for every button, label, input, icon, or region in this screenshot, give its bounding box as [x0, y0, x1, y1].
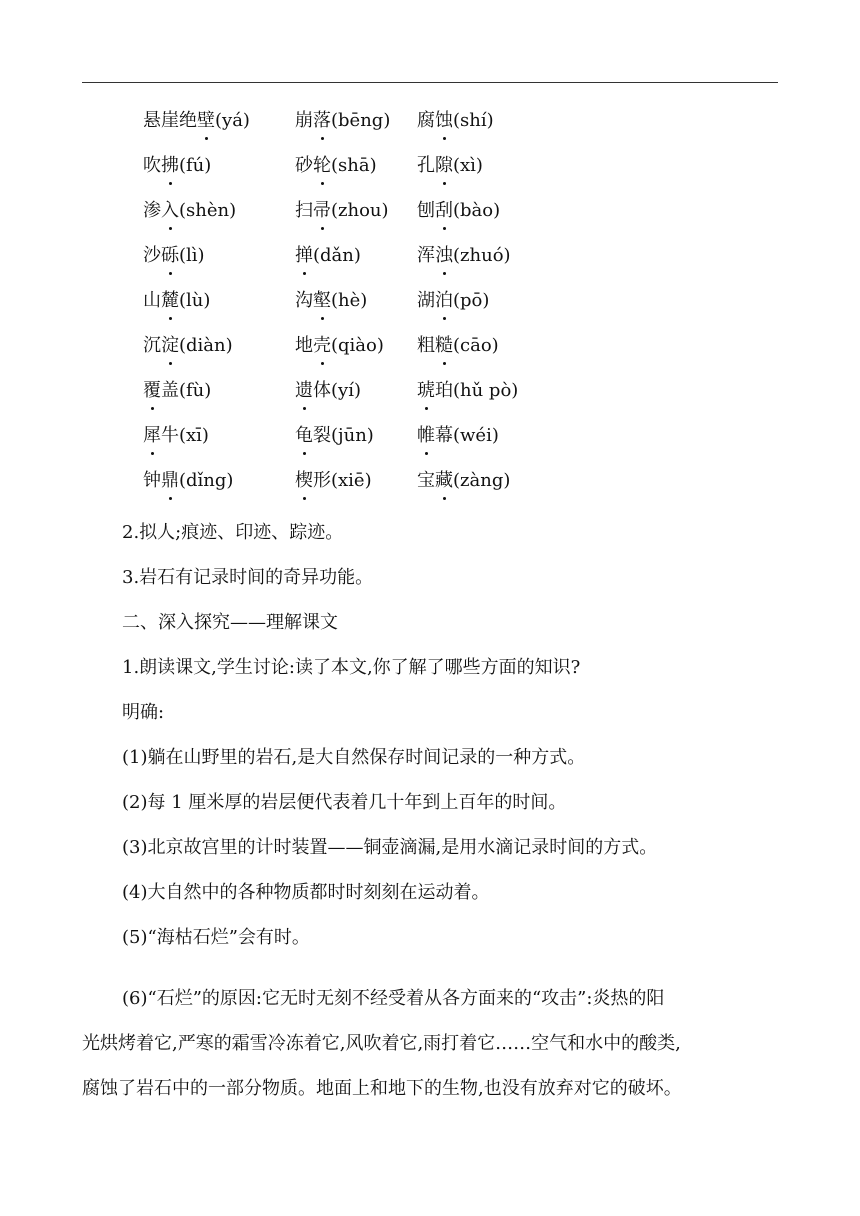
vocab-entry [143, 286, 295, 331]
emphasized-character [161, 155, 179, 176]
emphasized-character [313, 200, 331, 221]
emphasized-character [295, 470, 313, 491]
emphasized-character-text: 浊 [435, 245, 453, 266]
pinyin: (dǎn) [313, 245, 361, 266]
emphasis-dot [303, 272, 306, 275]
header-rule [82, 82, 778, 83]
emphasized-character [435, 290, 453, 311]
emphasized-character-text: 楔 [295, 470, 313, 491]
vocab-word-part: 悬崖绝 [143, 110, 197, 131]
pinyin: (bào) [453, 200, 501, 221]
emphasized-character-text: 麓 [161, 290, 179, 311]
emphasis-dot [443, 227, 446, 230]
vocab-entry [143, 466, 295, 511]
pinyin: (diàn) [179, 335, 233, 356]
emphasized-character-text: 龟 [295, 425, 313, 446]
section-2-heading: 二、深入探究——理解课文 [122, 612, 338, 633]
vocab-entry [295, 151, 417, 196]
vocab-word-part: 山 [143, 290, 161, 311]
item-2: 2.拟人;痕迹、印迹、踪迹。 [122, 522, 344, 543]
vocab-word-part: 扫 [295, 200, 313, 221]
emphasized-character [161, 470, 179, 491]
pinyin: (fú) [179, 155, 212, 176]
pinyin: (jūn) [331, 425, 374, 446]
emphasized-character-text: 糙 [435, 335, 453, 356]
pinyin: (shí) [453, 110, 494, 131]
emphasis-dot [443, 137, 446, 140]
pinyin: (zhuó) [453, 245, 511, 266]
emphasized-character [313, 155, 331, 176]
emphasis-dot [303, 452, 306, 455]
emphasis-dot [169, 272, 172, 275]
vocab-word-part: 钟 [143, 470, 161, 491]
vocab-word-part: 沙 [143, 245, 161, 266]
vocab-entry [417, 331, 597, 376]
vocab-word-part: 粗 [417, 335, 435, 356]
emphasized-character-text: 拂 [161, 155, 179, 176]
emphasized-character-text: 鼎 [161, 470, 179, 491]
vocab-entry [143, 241, 295, 286]
emphasized-character-text: 落 [313, 110, 331, 131]
emphasized-character-text: 壳 [313, 335, 331, 356]
emphasis-dot [169, 317, 172, 320]
answer-point-5: (5)“海枯石烂”会有时。 [122, 927, 310, 948]
vocab-entry [295, 286, 417, 331]
pinyin: (shā) [331, 155, 377, 176]
vocab-word-part: 刨 [417, 200, 435, 221]
vocab-word-part: 吹 [143, 155, 161, 176]
emphasized-character-text: 琥 [417, 380, 435, 401]
emphasis-dot [321, 227, 324, 230]
pinyin: (xiē) [331, 470, 372, 491]
vocab-entry [417, 106, 597, 151]
vocab-word-part: 珀 [435, 380, 453, 401]
emphasized-character-text: 覆 [143, 380, 161, 401]
emphasized-character-text: 遗 [295, 380, 313, 401]
vocabulary-table [143, 106, 597, 511]
vocab-word-part: 渗 [143, 200, 161, 221]
emphasized-character [435, 155, 453, 176]
emphasized-character-text: 砾 [161, 245, 179, 266]
pinyin: (qiào) [331, 335, 384, 356]
vocab-entry [417, 196, 597, 241]
vocab-word-part: 沟 [295, 290, 313, 311]
emphasized-character [417, 425, 435, 446]
pinyin: (pō) [453, 290, 490, 311]
pinyin: (hǔ pò) [453, 380, 519, 401]
answer-point-6-line: (6)“石烂”的原因:它无时无刻不经受着从各方面来的“攻击”:炎热的阳 [122, 988, 665, 1009]
vocab-entry [143, 421, 295, 466]
vocab-entry [143, 151, 295, 196]
answer-point-6-line: 光烘烤着它,严寒的霜雪冷冻着它,风吹着它,雨打着它……空气和水中的酸类, [82, 1033, 681, 1054]
vocab-entry [143, 331, 295, 376]
emphasized-character [435, 245, 453, 266]
vocab-word-part: 裂 [313, 425, 331, 446]
vocab-entry [295, 106, 417, 151]
emphasized-character-text: 刮 [435, 200, 453, 221]
pinyin: (zhou) [331, 200, 389, 221]
emphasis-dot [169, 227, 172, 230]
emphasized-character-text: 藏 [435, 470, 453, 491]
vocab-entry [417, 286, 597, 331]
emphasized-character-text: 淀 [161, 335, 179, 356]
emphasized-character [313, 335, 331, 356]
pinyin: (cāo) [453, 335, 499, 356]
emphasized-character [435, 110, 453, 131]
emphasized-character-text: 掸 [295, 245, 313, 266]
pinyin: (yí) [331, 380, 361, 401]
answer-point-3: (3)北京故宫里的计时装置——铜壶滴漏,是用水滴记录时间的方式。 [122, 837, 658, 858]
pinyin: (hè) [331, 290, 368, 311]
emphasized-character [435, 200, 453, 221]
vocab-entry [295, 331, 417, 376]
emphasized-character [161, 245, 179, 266]
vocab-word-part: 崩 [295, 110, 313, 131]
emphasis-dot [303, 407, 306, 410]
vocab-entry [417, 466, 597, 511]
answer-point-6 [82, 976, 782, 1111]
answer-point-6-line: 腐蚀了岩石中的一部分物质。地面上和地下的生物,也没有放弃对它的破坏。 [82, 1078, 682, 1099]
emphasized-character-text: 壁 [197, 110, 215, 131]
emphasis-dot [303, 497, 306, 500]
emphasized-character-text: 泊 [435, 290, 453, 311]
emphasized-character-text: 隙 [435, 155, 453, 176]
answer-point-4: (4)大自然中的各种物质都时时刻刻在运动着。 [122, 882, 490, 903]
answer-point-2: (2)每 1 厘米厚的岩层便代表着几十年到上百年的时间。 [122, 792, 567, 813]
vocab-entry [143, 196, 295, 241]
pinyin: (xì) [453, 155, 483, 176]
pinyin: (wéi) [453, 425, 499, 446]
vocab-entry [417, 241, 597, 286]
vocab-word-part: 地 [295, 335, 313, 356]
vocab-word-part: 腐 [417, 110, 435, 131]
vocab-word-part: 牛 [161, 425, 179, 446]
vocab-entry [143, 376, 295, 421]
emphasized-character-text: 蚀 [435, 110, 453, 131]
emphasis-dot [151, 407, 154, 410]
pinyin: (lì) [179, 245, 205, 266]
emphasis-dot [169, 497, 172, 500]
vocab-entry [417, 376, 597, 421]
emphasized-character [295, 380, 313, 401]
emphasized-character [161, 200, 179, 221]
emphasis-dot [425, 452, 428, 455]
emphasized-character [161, 335, 179, 356]
vocab-entry [143, 106, 295, 151]
emphasized-character-text: 入 [161, 200, 179, 221]
emphasized-character [435, 335, 453, 356]
pinyin: (dǐng) [179, 470, 234, 491]
emphasis-dot [205, 137, 208, 140]
emphasized-character [295, 425, 313, 446]
emphasis-dot [443, 317, 446, 320]
vocab-entry [295, 421, 417, 466]
emphasis-dot [443, 362, 446, 365]
pinyin: (bēng) [331, 110, 391, 131]
emphasis-dot [151, 452, 154, 455]
question-1: 1.朗读课文,学生讨论:读了本文,你了解了哪些方面的知识? [122, 657, 581, 678]
answer-label: 明确: [122, 702, 165, 723]
emphasis-dot [443, 182, 446, 185]
vocab-entry [295, 241, 417, 286]
item-3: 3.岩石有记录时间的奇异功能。 [122, 567, 374, 588]
emphasized-character [143, 425, 161, 446]
emphasis-dot [321, 137, 324, 140]
emphasis-dot [321, 182, 324, 185]
vocab-entry [295, 196, 417, 241]
vocab-entry [417, 151, 597, 196]
emphasized-character-text: 犀 [143, 425, 161, 446]
emphasized-character [143, 380, 161, 401]
vocab-entry [295, 376, 417, 421]
vocab-word-part: 盖 [161, 380, 179, 401]
vocab-word-part: 沉 [143, 335, 161, 356]
pinyin: (yá) [215, 110, 250, 131]
emphasized-character [313, 110, 331, 131]
pinyin: (shèn) [179, 200, 237, 221]
emphasis-dot [169, 182, 172, 185]
emphasis-dot [321, 317, 324, 320]
vocab-word-part: 体 [313, 380, 331, 401]
pinyin: (lù) [179, 290, 211, 311]
emphasis-dot [443, 497, 446, 500]
vocab-word-part: 幕 [435, 425, 453, 446]
emphasized-character-text: 帚 [313, 200, 331, 221]
vocab-word-part: 浑 [417, 245, 435, 266]
emphasized-character [417, 380, 435, 401]
pinyin: (xī) [179, 425, 209, 446]
emphasized-character-text: 壑 [313, 290, 331, 311]
emphasized-character [295, 245, 313, 266]
emphasis-dot [321, 362, 324, 365]
emphasis-dot [425, 407, 428, 410]
emphasized-character [313, 290, 331, 311]
vocab-word-part: 砂 [295, 155, 313, 176]
vocab-entry [417, 421, 597, 466]
vocab-word-part: 孔 [417, 155, 435, 176]
emphasized-character-text: 帷 [417, 425, 435, 446]
vocab-word-part: 湖 [417, 290, 435, 311]
vocab-entry [295, 466, 417, 511]
emphasized-character [197, 110, 215, 131]
emphasized-character [435, 470, 453, 491]
emphasized-character-text: 轮 [313, 155, 331, 176]
pinyin: (fù) [179, 380, 212, 401]
emphasis-dot [169, 362, 172, 365]
pinyin: (zàng) [453, 470, 511, 491]
emphasized-character [161, 290, 179, 311]
vocab-word-part: 形 [313, 470, 331, 491]
emphasis-dot [443, 272, 446, 275]
vocab-word-part: 宝 [417, 470, 435, 491]
answer-point-1: (1)躺在山野里的岩石,是大自然保存时间记录的一种方式。 [122, 747, 586, 768]
